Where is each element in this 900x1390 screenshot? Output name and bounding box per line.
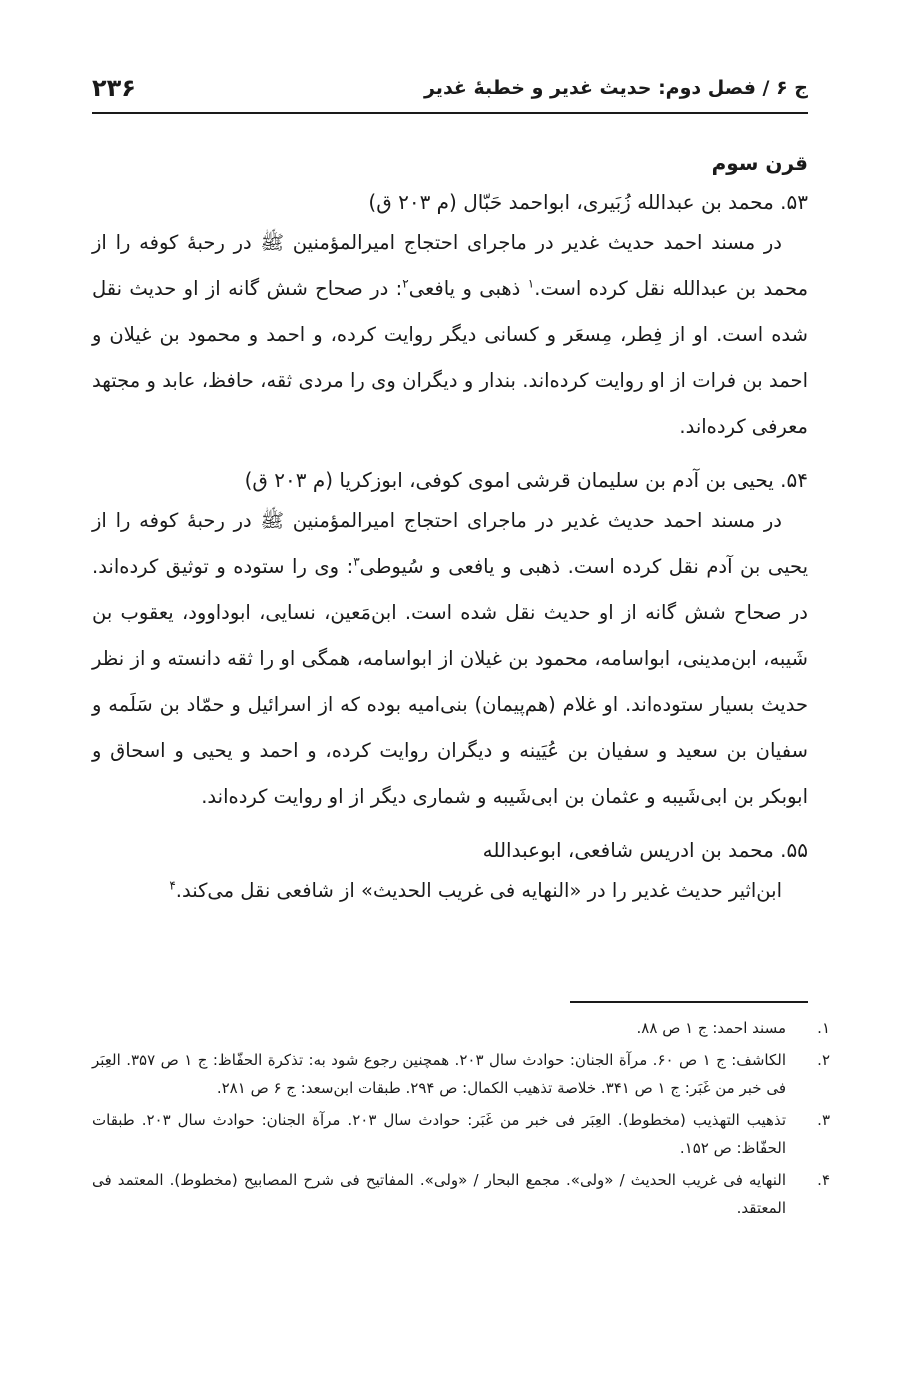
footnote-ref[interactable]: ۲ [402, 276, 409, 291]
entry-title: ۵۳. محمد بن عبدالله زُبَیری، ابواحمد حَبّال (م ۲۰۳ ق) [368, 190, 808, 214]
footnote-ref[interactable]: ۴ [169, 878, 176, 893]
entry-title: ۵۴. یحیی بن آدم بن سلیمان قرشی اموی کوفی، ابوزکریا (م ۲۰۳ ق) [244, 468, 808, 492]
entry-paragraph: ابن‌اثیر حدیث غدیر را در «النهایه فی غریب الحدیث» از شافعی نقل می‌کند.$^۴$ [169, 878, 782, 902]
footnote-ref[interactable]: ۳ [353, 554, 360, 569]
entry-title: ۵۵. محمد بن ادریس شافعی، ابوعبدالله [482, 838, 808, 862]
entry-55 [92, 832, 808, 914]
entry-paragraph: در مسند احمد حدیث غدیر در ماجرای احتجاج امیرالمؤمنین ﷺ در رحبهٔ کوفه را از یحیی بن آدم نقل کرده است. ذهبی و یافعی و سُیوطی$^۳$: وی را ستوده و توثیق کرده‌اند. در صحاح شش گانه از او حدیث نقل شده است. ابن‌مَعین، نسایی، ابوداوود، یعقوب بن شَیبه، ابن‌مدینی، ابواسامه، محمود بن غیلان از ابواسامه، همگی او را ثقه دانسته و از نظر حدیث بسیار ستوده‌اند. او غلام (هم‌پیمان) بنی‌امیه بوده که از اسرائیل و حمّاد بن سَلَمه و سفیان بن سعید و سفیان بن عُیَینه و دیگران روایت کرده، و احمد و یحیی و اسحاق و ابوبکر بن ابی‌شَیبه و عثمان بن ابی‌شَیبه و شماری دیگر از او روایت کرده‌اند. [92, 509, 809, 808]
footnote-4: ۴.النهایه فی غریب الحدیث / «ولی». مجمع البحار / «ولی». المفاتیح فی شرح المصابیح (مخطوط). المعتمد فی المعتقد. [92, 1171, 830, 1217]
entry-53 [92, 184, 808, 450]
page-number: ۲۳۶ [92, 74, 136, 102]
entry-54 [92, 462, 808, 820]
book-page [92, 0, 831, 1390]
section-heading: قرن سوم [711, 151, 808, 175]
footnote-3: ۳.تذهیب التهذیب (مخطوط). العِبَر فی خبر من غَبَر: حوادث سال ۲۰۳. مرآة الجنان: حوادث سال ۲۰۳. طبقات الحفّاظ: ص ۱۵۲. [92, 1111, 831, 1157]
footnote-2: ۲.الکاشف: ج ۱ ص ۶۰. مرآة الجنان: حوادث سال ۲۰۳. همچنین رجوع شود به: تذکرة الحفّاظ: ج ۱ ص ۳۵۷. العِبَر فی خبر من غَبَر: ج ۱ ص ۳۴۱. خلاصة تذهیب الکمال: ص ۲۹۴. طبقات ابن‌سعد: ج ۶ ص ۲۸۱. [92, 1051, 830, 1097]
entry-paragraph: در مسند احمد حدیث غدیر در ماجرای احتجاج امیرالمؤمنین ﷺ در رحبهٔ کوفه را از محمد بن عبدالله نقل کرده است.$^۱$ ذهبی و یافعی$^۲$: در صحاح شش گانه از او حدیث نقل شده است. او از فِطر، مِسعَر و کسانی دیگر روایت کرده، و احمد و محمود بن غیلان و احمد بن فرات از او روایت کرده‌اند. بندار و دیگران وی را مردی ثقه، حافظ، عابد و مجتهد معرفی کرده‌اند. [92, 231, 809, 438]
main-text [92, 148, 808, 914]
footnote-separator [570, 1001, 808, 1003]
chapter-title: ج ۶ / فصل دوم: حدیث غدیر و خطبهٔ غدیر [423, 77, 808, 99]
footnote-ref[interactable]: ۱ [527, 276, 535, 291]
footnote-1: ۱.مسند احمد: ج ۱ ص ۸۸. [636, 1019, 830, 1037]
running-header [92, 64, 808, 114]
footnotes [92, 1014, 831, 1226]
